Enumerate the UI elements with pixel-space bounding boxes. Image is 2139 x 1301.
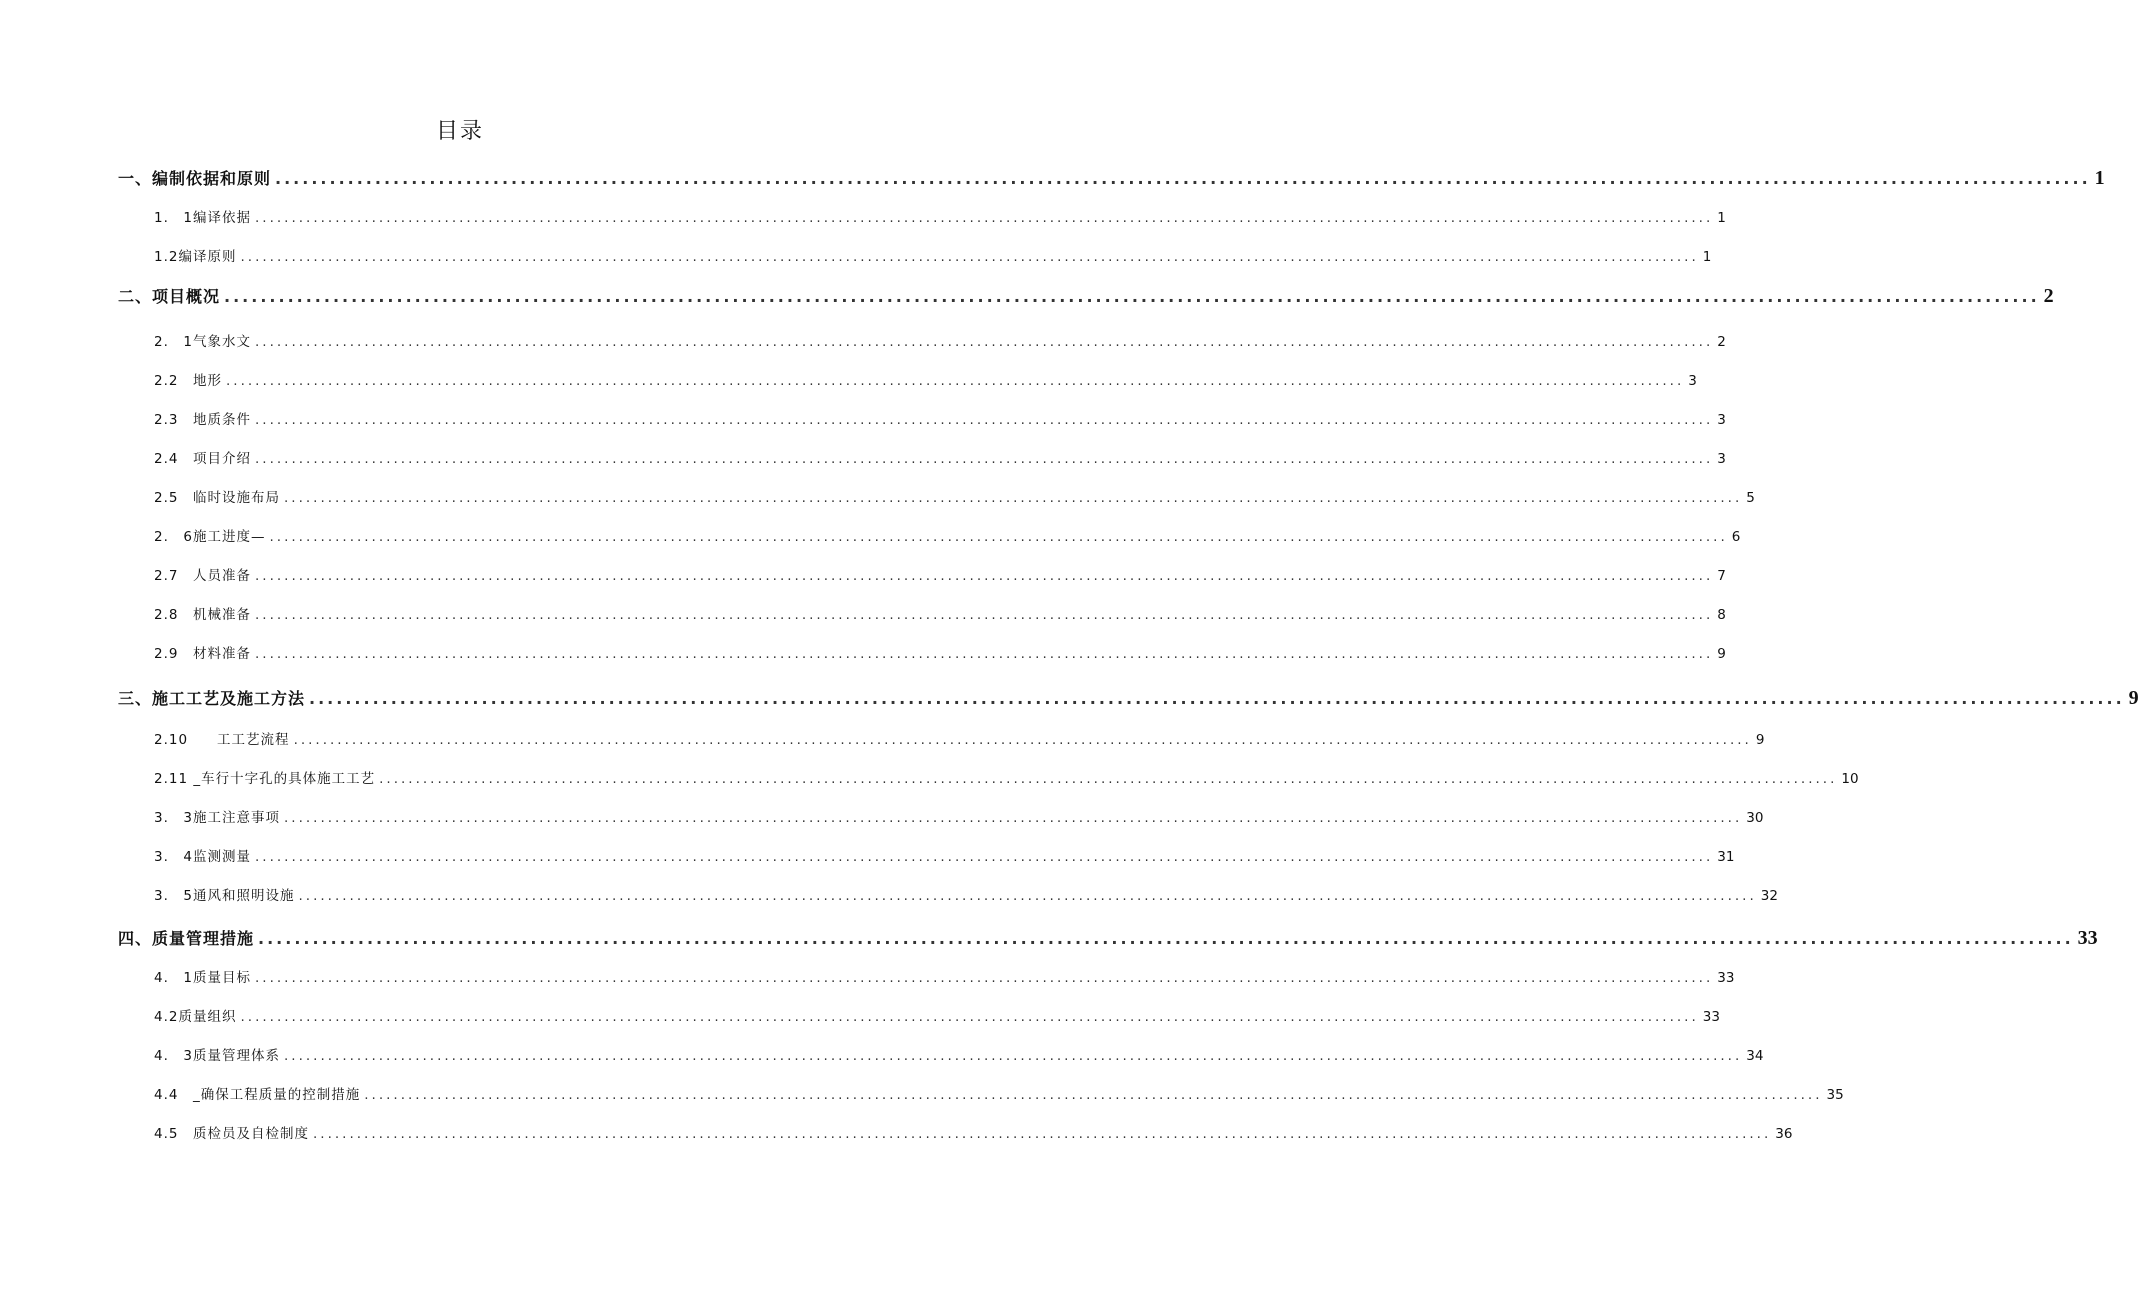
toc-entry-page-number: 33	[2077, 927, 2098, 949]
toc-entry-page-number: 5	[1746, 490, 1755, 506]
toc-section-entry[interactable]	[154, 603, 1726, 627]
toc-entry-page-number: 9	[1755, 732, 1765, 748]
toc-dot-leader: ........................................................................................................................................................................................................	[254, 412, 1714, 428]
toc-dot-leader: ........................................................................................................................................................................................................	[254, 451, 1714, 467]
toc-entry-label: 4.4 _确保工程质量的控制措施	[154, 1087, 361, 1103]
toc-dot-leader: ........................................................................................................................................................................................................	[364, 1087, 1823, 1103]
toc-dot-leader: ........................................................................................................................................................................................................	[258, 929, 2074, 948]
toc-dot-leader: ........................................................................................................................................................................................................	[254, 568, 1714, 584]
toc-entry-label: 2.10 工工艺流程	[154, 732, 290, 748]
toc-entry-label: 3. 5通风和照明设施	[154, 888, 295, 904]
toc-entry-page-number: 35	[1826, 1087, 1844, 1103]
toc-chapter-entry[interactable]	[118, 284, 2054, 308]
toc-dot-leader: ........................................................................................................................................................................................................	[254, 849, 1714, 865]
toc-section-entry[interactable]	[154, 564, 1726, 588]
toc-entry-label: 2.8 机械准备	[154, 607, 251, 623]
toc-entry-page-number: 3	[1717, 412, 1726, 428]
toc-entry-label: 二、项目概况	[118, 287, 221, 306]
toc-entry-label: 1.2编译原则	[154, 249, 237, 265]
toc-entry-label: 4.5 质检员及自检制度	[154, 1126, 309, 1142]
toc-section-entry[interactable]	[154, 1122, 1793, 1146]
toc-entry-page-number: 31	[1717, 849, 1735, 865]
toc-entry-label: 2.9 材料准备	[154, 646, 251, 662]
toc-section-entry[interactable]	[154, 728, 1765, 752]
toc-entry-page-number: 7	[1717, 568, 1726, 584]
toc-section-entry[interactable]	[154, 206, 1726, 230]
toc-dot-leader: ........................................................................................................................................................................................................	[240, 249, 1699, 265]
toc-dot-leader: ........................................................................................................................................................................................................	[283, 1048, 1743, 1064]
toc-dot-leader: ........................................................................................................................................................................................................	[254, 210, 1714, 226]
toc-entry-page-number: 1	[1702, 249, 1712, 265]
toc-section-entry[interactable]	[154, 806, 1764, 830]
toc-section-entry[interactable]	[154, 486, 1755, 510]
toc-section-entry[interactable]	[154, 447, 1726, 471]
toc-entry-label: 四、质量管理措施	[118, 929, 255, 948]
toc-dot-leader: ........................................................................................................................................................................................................	[283, 810, 1743, 826]
toc-entry-label: 三、施工工艺及施工方法	[118, 689, 306, 708]
toc-section-entry[interactable]	[154, 767, 1859, 791]
toc-entry-page-number: 6	[1731, 529, 1741, 545]
toc-entry-page-number: 3	[1688, 373, 1697, 389]
toc-section-entry[interactable]	[154, 408, 1726, 432]
toc-dot-leader: ........................................................................................................................................................................................................	[309, 689, 2125, 708]
toc-chapter-entry[interactable]	[118, 166, 2105, 190]
toc-dot-leader: ........................................................................................................................................................................................................	[293, 732, 1752, 748]
toc-entry-label: 4. 1质量目标	[154, 970, 251, 986]
toc-entry-label: 一、编制依据和原则	[118, 169, 272, 188]
toc-dot-leader: ........................................................................................................................................................................................................	[275, 169, 2091, 188]
toc-entry-page-number: 8	[1717, 607, 1726, 623]
toc-section-entry[interactable]	[154, 1083, 1844, 1107]
toc-entry-page-number: 32	[1760, 888, 1778, 904]
toc-entry-page-number: 2	[2043, 285, 2054, 307]
toc-dot-leader: ........................................................................................................................................................................................................	[240, 1009, 1699, 1025]
toc-entry-label: 2.4 项目介绍	[154, 451, 251, 467]
toc-section-entry[interactable]	[154, 330, 1726, 354]
toc-entry-page-number: 1	[2094, 167, 2105, 189]
toc-entry-label: 2.2 地形	[154, 373, 222, 389]
toc-entry-page-number: 9	[2128, 687, 2139, 709]
toc-section-entry[interactable]	[154, 845, 1735, 869]
toc-entry-page-number: 33	[1717, 970, 1735, 986]
toc-dot-leader: ........................................................................................................................................................................................................	[298, 888, 1757, 904]
toc-entry-label: 2.7 人员准备	[154, 568, 251, 584]
toc-chapter-entry[interactable]	[118, 686, 2139, 710]
toc-section-entry[interactable]	[154, 884, 1778, 908]
toc-entry-page-number: 9	[1717, 646, 1726, 662]
toc-entry-label: 1. 1编译依据	[154, 210, 251, 226]
toc-entry-page-number: 30	[1746, 810, 1764, 826]
toc-entry-page-number: 2	[1717, 334, 1726, 350]
toc-entry-label: 2.5 临时设施布局	[154, 490, 280, 506]
toc-section-entry[interactable]	[154, 966, 1735, 990]
toc-section-entry[interactable]	[154, 642, 1726, 666]
toc-entry-page-number: 10	[1841, 771, 1859, 787]
toc-entry-label: 2.3 地质条件	[154, 412, 251, 428]
toc-dot-leader: ........................................................................................................................................................................................................	[269, 529, 1728, 545]
toc-section-entry[interactable]	[154, 525, 1741, 549]
toc-entry-page-number: 1	[1717, 210, 1726, 226]
toc-entry-label: 2.11 _车行十字孔的具体施工工艺	[154, 771, 376, 787]
toc-dot-leader: ........................................................................................................................................................................................................	[283, 490, 1743, 506]
toc-dot-leader: ........................................................................................................................................................................................................	[379, 771, 1838, 787]
toc-entry-label: 2. 1气象水文	[154, 334, 251, 350]
toc-entry-label: 4. 3质量管理体系	[154, 1048, 280, 1064]
toc-section-entry[interactable]	[154, 369, 1697, 393]
toc-entry-page-number: 3	[1717, 451, 1726, 467]
toc-dot-leader: ........................................................................................................................................................................................................	[224, 287, 2040, 306]
toc-section-entry[interactable]	[154, 245, 1712, 269]
toc-entry-label: 3. 4监测测量	[154, 849, 251, 865]
toc-entry-label: 3. 3施工注意事项	[154, 810, 280, 826]
toc-dot-leader: ........................................................................................................................................................................................................	[254, 334, 1714, 350]
toc-chapter-entry[interactable]	[118, 926, 2098, 950]
toc-title: 目录	[435, 119, 484, 144]
toc-dot-leader: ........................................................................................................................................................................................................	[312, 1126, 1772, 1142]
toc-section-entry[interactable]	[154, 1005, 1720, 1029]
toc-dot-leader: ........................................................................................................................................................................................................	[225, 373, 1685, 389]
toc-entry-page-number: 36	[1775, 1126, 1793, 1142]
toc-entry-page-number: 34	[1746, 1048, 1764, 1064]
toc-dot-leader: ........................................................................................................................................................................................................	[254, 646, 1714, 662]
toc-section-entry[interactable]	[154, 1044, 1764, 1068]
toc-entry-label: 4.2质量组织	[154, 1009, 237, 1025]
toc-dot-leader: ........................................................................................................................................................................................................	[254, 607, 1714, 623]
toc-entry-page-number: 33	[1702, 1009, 1720, 1025]
toc-dot-leader: ........................................................................................................................................................................................................	[254, 970, 1714, 986]
toc-entry-label: 2. 6施工进度—	[154, 529, 266, 545]
